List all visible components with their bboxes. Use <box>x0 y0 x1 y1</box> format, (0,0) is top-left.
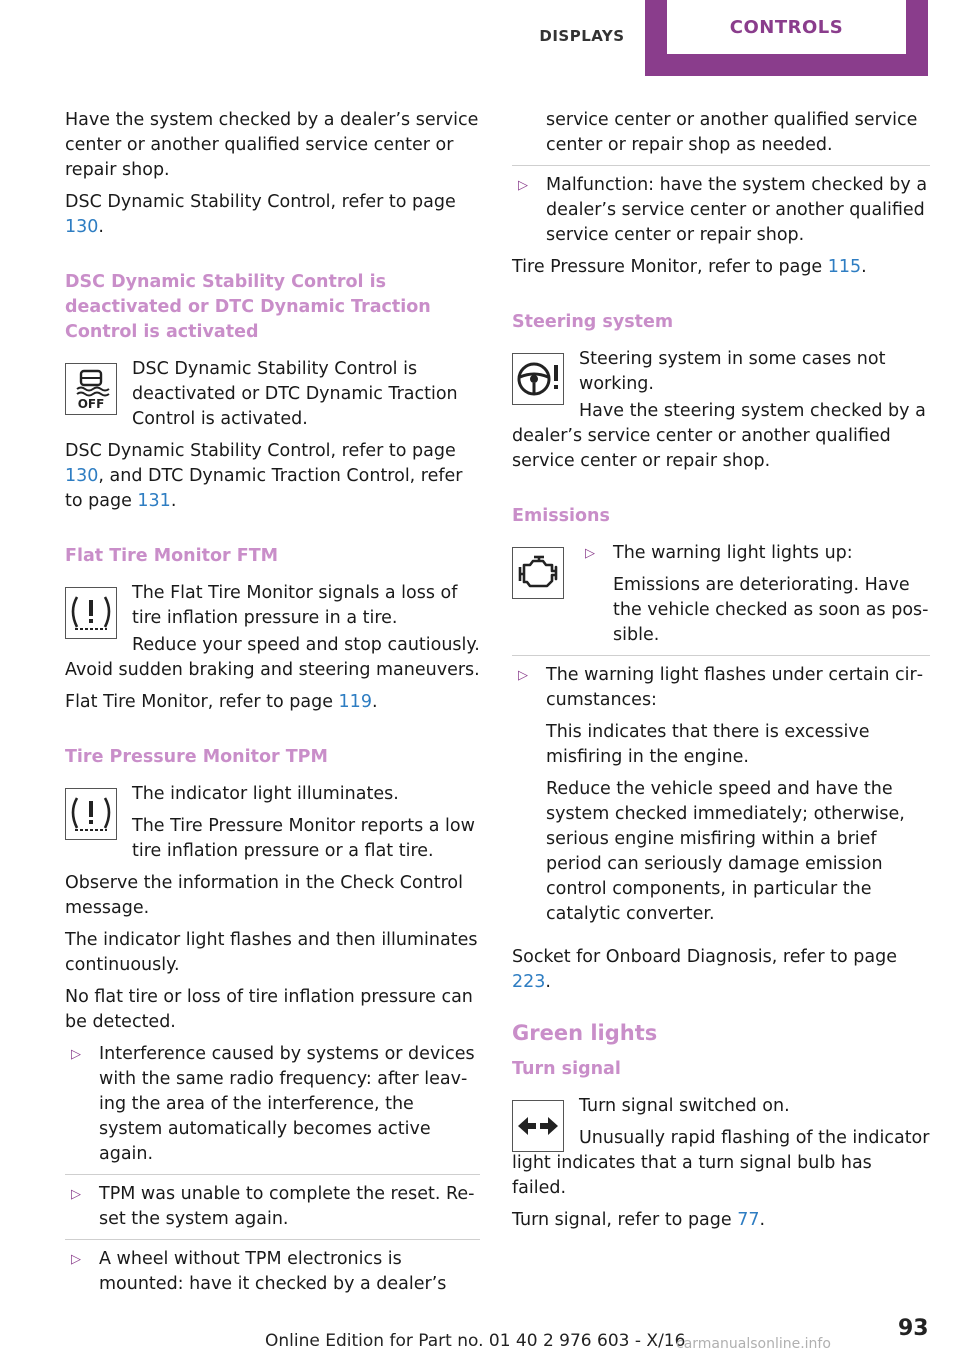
ftm-text-2: Reduce your speed and stop cautiously. Avoid sudden braking and steering maneuvers. <box>65 635 480 680</box>
emissions-bullet-2-body-1: This indicates that there is excessive misfiring in the engine. <box>546 722 870 767</box>
obd-ref-prefix: Socket for Onboard Diagnosis, refer to page <box>512 947 898 967</box>
obd-page-link[interactable]: 223 <box>512 972 546 992</box>
dtc-page-link[interactable]: 131 <box>137 491 171 511</box>
steering-text-1: Steering system in some cases not working. <box>579 349 886 394</box>
tpm-ref-prefix: Tire Pressure Monitor, refer to page <box>512 257 828 277</box>
tpm-icon-block <box>65 782 480 864</box>
left-column <box>65 108 480 1304</box>
list-item <box>512 663 930 713</box>
edition-footer: Online Edition for Part no. 01 40 2 976 603 - X/16 <box>265 1331 686 1351</box>
list-item <box>65 1042 480 1167</box>
tpm-bullet-1: Interference caused by systems or devices with the same radio frequency: after leaving the area of the interference, the system automatically becomes active again. <box>99 1044 475 1164</box>
tpm-reference: Tire Pressure Monitor, refer to page 115. <box>512 257 867 277</box>
ftm-reference: Flat Tire Monitor, refer to page 119. <box>65 692 378 712</box>
dsc-page-link-2[interactable]: 130 <box>65 466 99 486</box>
right-cont-text: service center or another qualified service center or repair shop as needed. <box>546 110 918 155</box>
list-item <box>512 173 930 248</box>
divider <box>65 1174 480 1175</box>
steering-text-2: Have the steering system checked by a dealer’s service center or another qualified service center or repair shop. <box>512 401 926 471</box>
tire-warning-icon <box>65 788 117 840</box>
ftm-text-1: The Flat Tire Monitor signals a loss of tire inflation pressure in a tire. <box>132 583 458 628</box>
bullet-marker-icon: ▷ <box>71 1187 81 1202</box>
emissions-bullet-1-head: The warning light lights up: <box>613 543 853 563</box>
turn-signal-icon <box>512 1100 564 1152</box>
tpm-bullet-3: A wheel without TPM electronics is mounted: have it checked by a dealer’s <box>99 1249 447 1294</box>
dsc-text: DSC Dynamic Stability Control is deactivated or DTC Dynamic Traction Control is activated. <box>132 359 458 429</box>
malfunction-bullet: Malfunction: have the system checked by a dealer’s service center or another qualified service center or repair shop. <box>546 175 928 245</box>
turn-signal-icon-block <box>512 1094 930 1201</box>
steering-warning-icon <box>512 353 564 405</box>
tpm-text-1: The indicator light illuminates. <box>132 784 399 804</box>
divider <box>512 165 930 166</box>
dsc-dtc-reference: DSC Dynamic Stability Control, refer to page 130, and DTC Dynamic Traction Control, refer to page 131. <box>65 441 463 511</box>
ftm-icon-block <box>65 581 480 635</box>
bullet-marker-icon: ▷ <box>71 1047 81 1062</box>
tpm-bullet-2: TPM was unable to complete the reset. Reset the system again. <box>99 1184 475 1229</box>
green-lights-heading: Green lights <box>512 1021 658 1045</box>
engine-icon <box>512 547 564 599</box>
tire-warning-icon <box>65 587 117 639</box>
emissions-bullet-2-head: The warning light flashes under certain circumstances: <box>546 665 924 710</box>
right-column <box>512 108 930 1240</box>
bullet-marker-icon: ▷ <box>71 1252 81 1267</box>
dsc-page-link[interactable]: 130 <box>65 217 99 237</box>
divider <box>512 655 930 656</box>
page-number: 93 <box>898 1316 929 1341</box>
tpm-text-2: The Tire Pressure Monitor reports a low tire inflation pressure or a flat tire. <box>132 816 475 861</box>
dsc-dtc-ref-mid: , and DTC Dynamic Traction Control, refer to page <box>65 466 463 511</box>
intro-paragraph: Have the system checked by a dealer’s service center or another qualified service center or repair shop. <box>65 110 479 180</box>
emissions-icon-block <box>512 541 930 648</box>
dsc-off-icon-label: OFF <box>77 397 105 411</box>
dsc-heading: DSC Dynamic Stability Control is deactivated or DTC Dynamic Traction Control is activated <box>65 272 431 342</box>
dsc-ref-text: DSC Dynamic Stability Control, refer to page <box>65 192 456 212</box>
dsc-off-icon <box>65 363 117 415</box>
bullet-marker-icon: ▷ <box>518 668 528 683</box>
ftm-heading: Flat Tire Monitor FTM <box>65 546 279 566</box>
divider <box>65 1239 480 1240</box>
bullet-marker-icon: ▷ <box>585 546 595 561</box>
tpm-page-link[interactable]: 115 <box>827 257 862 277</box>
bullet-marker-icon: ▷ <box>518 178 528 193</box>
ftm-page-link[interactable]: 119 <box>338 692 372 712</box>
watermark: carmanualsonline.info <box>676 1336 831 1352</box>
list-item <box>65 1182 480 1232</box>
tab-controls-label: CONTROLS <box>667 0 906 54</box>
steering-icon-block <box>512 347 930 401</box>
dsc-dtc-ref-prefix: DSC Dynamic Stability Control, refer to page <box>65 441 456 461</box>
tpm-heading: Tire Pressure Monitor TPM <box>65 747 328 767</box>
emissions-heading: Emissions <box>512 506 610 526</box>
turn-text-2: Unusually rapid flashing of the indicator light indicates that a turn signal bulb has failed. <box>512 1128 930 1198</box>
list-item <box>579 541 930 566</box>
tpm-text-3: Observe the information in the Check Control message. <box>65 873 463 918</box>
emissions-bullet-1-body: Emissions are deteriorating. Have the vehicle checked as soon as possible. <box>613 575 929 645</box>
tpm-text-5: No flat tire or loss of tire inflation pressure can be detected. <box>65 987 473 1032</box>
turn-ref-prefix: Turn signal, refer to page <box>512 1210 738 1230</box>
dsc-icon-block <box>65 357 480 432</box>
emissions-bullet-2-body-2: Reduce the vehicle speed and have the system checked immediately; otherwise, serious engine misfiring within a brief period can seriously damage emission control components, in particular the catalytic converter. <box>546 779 905 924</box>
turn-text-1: Turn signal switched on. <box>579 1096 790 1116</box>
turn-page-link[interactable]: 77 <box>737 1210 760 1230</box>
ftm-ref-prefix: Flat Tire Monitor, refer to page <box>65 692 339 712</box>
turn-signal-heading: Turn signal <box>512 1059 621 1079</box>
obd-reference: Socket for Onboard Diagnosis, refer to page 223. <box>512 947 898 992</box>
tpm-text-4: The indicator light flashes and then illuminates continuously. <box>65 930 478 975</box>
steering-heading: Steering system <box>512 312 674 332</box>
tab-displays[interactable]: DISPLAYS <box>539 27 625 45</box>
turn-reference: Turn signal, refer to page 77. <box>512 1210 766 1230</box>
list-item <box>65 1247 480 1297</box>
tab-controls[interactable] <box>645 0 928 76</box>
dsc-reference: DSC Dynamic Stability Control, refer to page 130. <box>65 192 456 237</box>
chapter-tabbar <box>0 0 960 80</box>
